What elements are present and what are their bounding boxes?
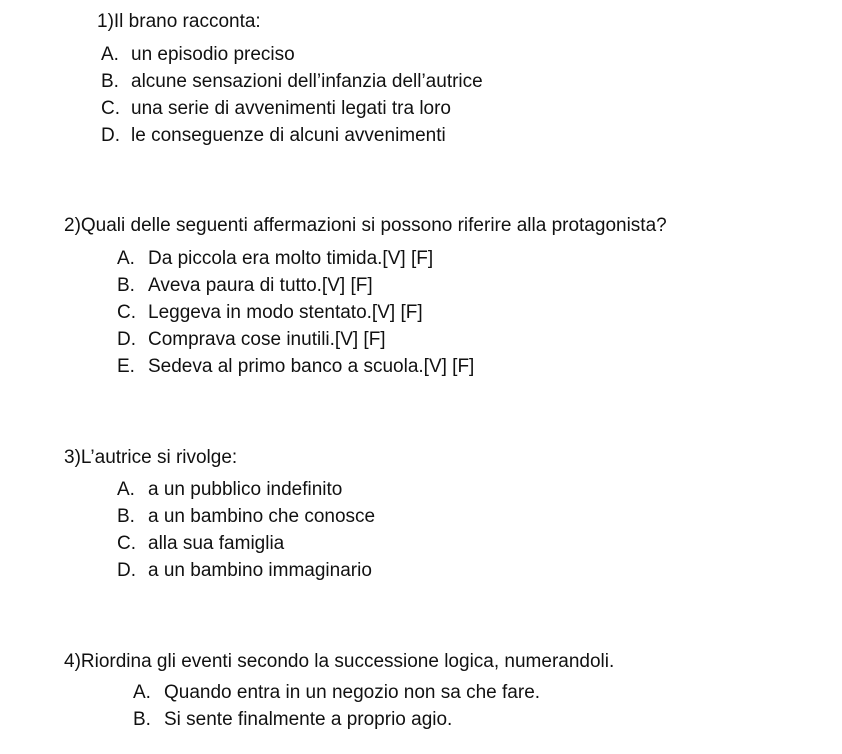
option-letter: C. xyxy=(101,98,120,119)
question-2-option-d xyxy=(117,328,386,352)
question-3-option-d xyxy=(117,559,372,583)
option-letter: A. xyxy=(133,682,151,703)
question-4-option-a xyxy=(133,681,540,705)
question-4-title: 4)Riordina gli eventi secondo la successione logica, numerandoli. xyxy=(64,651,615,672)
option-letter: C. xyxy=(117,533,136,554)
question-2-option-c xyxy=(117,301,423,325)
option-letter: B. xyxy=(117,506,135,527)
option-text: Quando entra in un negozio non sa che fare. xyxy=(164,682,541,703)
question-2-option-b xyxy=(117,274,373,298)
question-2-title: 2)Quali delle seguenti affermazioni si possono riferire alla protagonista? xyxy=(64,215,667,236)
option-letter: E. xyxy=(117,356,135,377)
option-text: Leggeva in modo stentato.[V] [F] xyxy=(148,302,423,323)
option-letter: A. xyxy=(117,479,135,500)
question-1-option-c xyxy=(101,97,451,121)
option-letter: B. xyxy=(117,275,135,296)
option-letter: A. xyxy=(117,248,135,269)
option-text: alcune sensazioni dell’infanzia dell’autrice xyxy=(131,71,483,92)
question-4-option-b xyxy=(133,708,452,732)
option-letter: D. xyxy=(101,125,120,146)
question-3-option-c xyxy=(117,532,284,556)
question-2-option-a xyxy=(117,247,433,271)
option-text: Aveva paura di tutto.[V] [F] xyxy=(148,275,373,296)
option-text: Sedeva al primo banco a scuola.[V] [F] xyxy=(148,356,475,377)
option-letter: D. xyxy=(117,329,136,350)
question-3-option-a xyxy=(117,478,342,502)
option-letter: A. xyxy=(101,44,119,65)
option-text: Si sente finalmente a proprio agio. xyxy=(164,709,453,730)
question-1-option-d xyxy=(101,124,446,148)
question-2-option-e xyxy=(117,355,474,379)
option-text: a un pubblico indefinito xyxy=(148,479,343,500)
option-letter: B. xyxy=(101,71,119,92)
question-3-title: 3)L’autrice si rivolge: xyxy=(64,447,238,468)
option-letter: D. xyxy=(117,560,136,581)
option-text: Da piccola era molto timida.[V] [F] xyxy=(148,248,434,269)
question-3-option-b xyxy=(117,505,375,529)
question-1-title: 1)Il brano racconta: xyxy=(97,11,261,32)
option-text: alla sua famiglia xyxy=(148,533,285,554)
option-text: Comprava cose inutili.[V] [F] xyxy=(148,329,386,350)
option-text: un episodio preciso xyxy=(131,44,295,65)
option-text: a un bambino che conosce xyxy=(148,506,376,527)
option-text: a un bambino immaginario xyxy=(148,560,372,581)
option-letter: B. xyxy=(133,709,151,730)
option-text: una serie di avvenimenti legati tra loro xyxy=(131,98,452,119)
option-letter: C. xyxy=(117,302,136,323)
option-text: le conseguenze di alcuni avvenimenti xyxy=(131,125,446,146)
question-1-option-a xyxy=(101,43,295,67)
question-1-option-b xyxy=(101,70,483,94)
